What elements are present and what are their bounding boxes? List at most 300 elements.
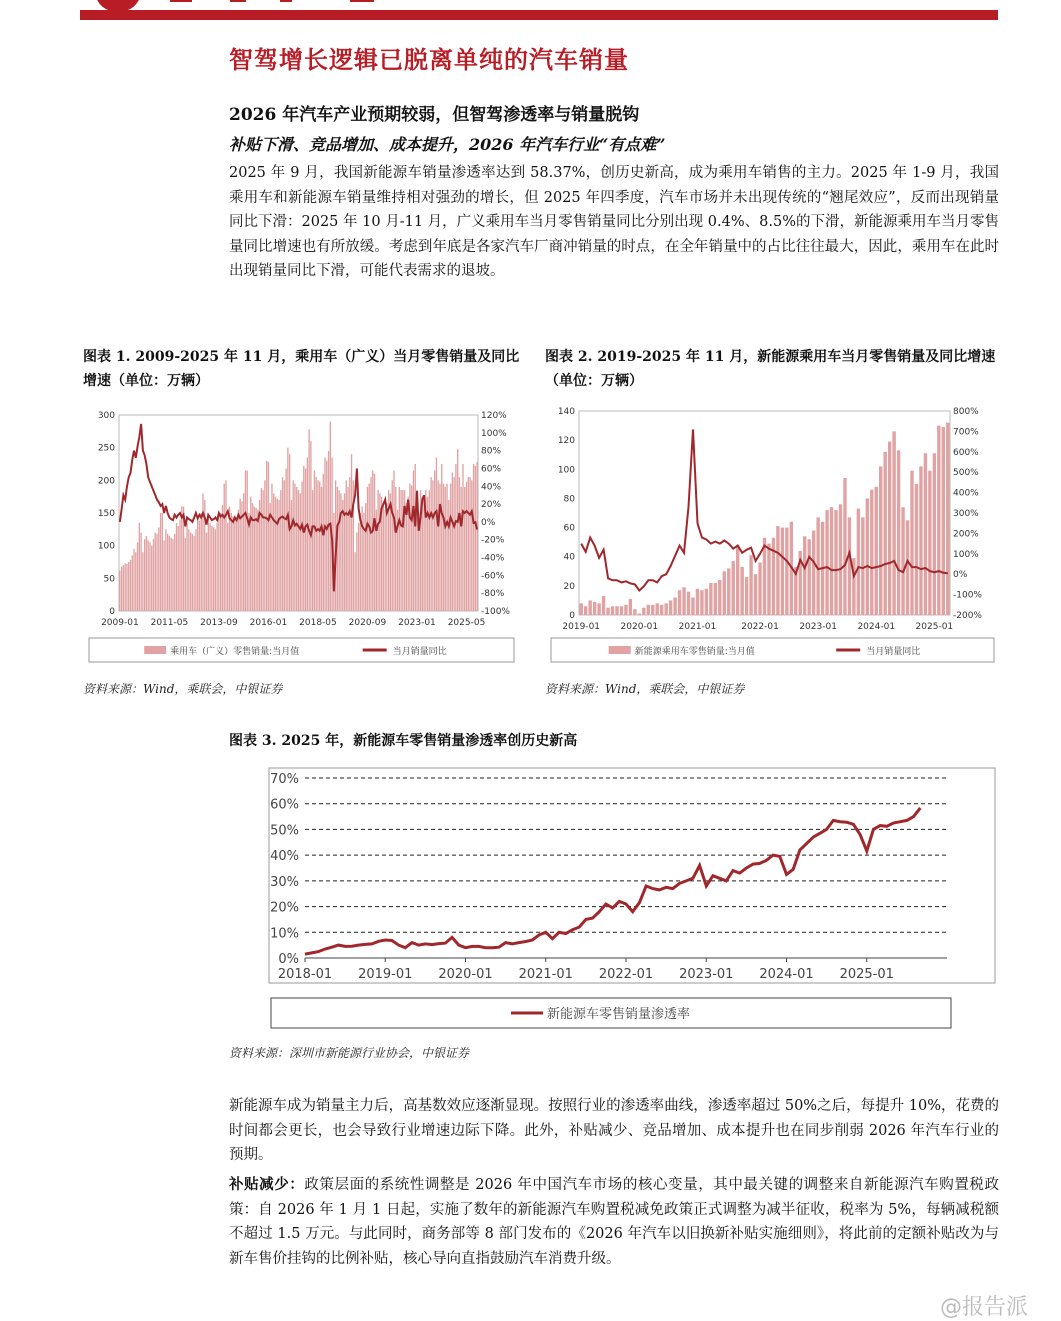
bar — [354, 552, 355, 611]
bar — [261, 488, 262, 611]
bar — [176, 523, 177, 611]
bar — [471, 480, 472, 611]
y-tick-right: 20% — [481, 500, 502, 511]
bar — [879, 466, 882, 615]
y-tick-left: 250 — [97, 443, 115, 454]
bar — [119, 570, 120, 611]
bar — [383, 503, 384, 611]
y-tick-right: 600% — [953, 447, 979, 458]
bar — [319, 482, 320, 611]
bar — [323, 474, 324, 611]
bar — [347, 487, 348, 611]
bar — [181, 506, 182, 611]
bar — [280, 490, 281, 611]
bar — [754, 574, 757, 615]
bar — [393, 471, 394, 611]
bar — [358, 523, 359, 611]
bar — [308, 429, 309, 611]
bar — [321, 487, 322, 611]
bar — [339, 490, 340, 611]
bar — [857, 509, 860, 615]
y-tick-left: 120 — [557, 436, 575, 447]
body-paragraph — [229, 1173, 999, 1271]
bar — [153, 539, 154, 611]
bar — [691, 598, 694, 615]
subsection-title: 2026 年汽车产业预期较弱，但智驾渗透率与销量脱钩 — [229, 105, 640, 125]
bar — [293, 480, 294, 611]
bar — [400, 490, 401, 611]
x-tick: 2019-01 — [358, 967, 413, 982]
bar — [192, 534, 193, 611]
bar — [901, 507, 904, 615]
bar — [148, 540, 149, 611]
bar — [270, 503, 271, 611]
bar — [455, 464, 456, 611]
figure-3-chart — [229, 758, 999, 1036]
bar — [178, 526, 179, 611]
bar — [411, 486, 412, 611]
bar — [452, 472, 453, 611]
bar — [266, 461, 267, 611]
bar — [910, 471, 913, 615]
bar — [392, 480, 393, 611]
bar — [374, 474, 375, 611]
bar — [326, 461, 327, 611]
bar — [135, 552, 136, 611]
bar — [745, 577, 748, 615]
y-tick-right: 0% — [481, 517, 496, 528]
bar — [179, 520, 180, 611]
bar — [125, 563, 126, 611]
bar — [584, 606, 587, 615]
bar — [307, 457, 308, 611]
bar — [254, 506, 255, 611]
legend-label: 当月销量同比 — [866, 647, 921, 657]
bar — [165, 529, 166, 611]
x-tick: 2019-01 — [562, 622, 601, 632]
paragraph-text: 政策层面的系统性调整是 2026 年中国汽车市场的核心变量，其中最关键的调整来自新能源汽车购置税政策：自 2026 年 1 月 1 日起，实施了数年的新能源汽车购置税减免政策正式调整为减半征收，税率为 5%，每辆减税额不超过 1.5 万元。与此同时，商务部等 8 部门发布的《2026 年汽车以旧换新补贴实施细则》，将此前的定额补贴改为与新车售价挂钩的比例补贴，核心导向直指鼓励汽车消费升级。 — [229, 1177, 1000, 1267]
bar — [740, 567, 743, 615]
legend-label: 新能源车零售销量渗透率 — [547, 1007, 691, 1022]
x-tick: 2023-01 — [799, 622, 837, 632]
bar — [767, 544, 770, 615]
bar — [216, 523, 217, 611]
y-tick-right: 300% — [953, 509, 979, 519]
bar — [199, 521, 200, 611]
bar — [413, 471, 414, 611]
bar — [942, 427, 945, 615]
bar — [406, 503, 407, 611]
bar — [464, 487, 465, 611]
x-tick: 2021-01 — [678, 622, 717, 632]
y-tick-right: 60% — [481, 464, 502, 475]
bar — [277, 499, 278, 611]
bar — [167, 534, 168, 611]
bar — [611, 606, 614, 615]
bar — [294, 484, 295, 611]
bar — [700, 590, 703, 615]
bar — [296, 487, 297, 611]
bar — [620, 606, 623, 615]
bar — [324, 457, 325, 611]
bar — [749, 555, 752, 615]
legend-swatch-bar — [144, 646, 166, 654]
bar — [429, 490, 430, 611]
bar — [236, 520, 237, 611]
bar — [928, 471, 931, 615]
body-paragraph: 新能源车成为销量主力后，高基数效应逐渐显现。按照行业的渗透率曲线，渗透率超过 50%之后，每提升 10%，花费的时间都会更长，也会导致行业增速边际下降。此外，补贴减少、竞品增加、成本提升也在同步削弱 2026 年汽车行业的预期。 — [229, 1098, 999, 1163]
bar — [285, 469, 286, 611]
x-tick: 2024-01 — [857, 622, 896, 632]
bar — [441, 464, 442, 611]
bar — [262, 490, 263, 611]
bar — [580, 603, 583, 615]
bar — [861, 517, 864, 615]
bar — [328, 451, 329, 611]
y-tick-left: 40 — [563, 552, 575, 563]
bar — [243, 493, 244, 611]
bar — [174, 534, 175, 611]
bar — [126, 564, 127, 611]
bar — [346, 480, 347, 611]
bar — [384, 510, 385, 611]
bar — [866, 498, 869, 615]
bar — [606, 608, 609, 615]
bar — [144, 539, 145, 611]
bar — [209, 523, 210, 611]
bar — [687, 592, 690, 615]
bar — [915, 484, 918, 615]
bar — [436, 457, 437, 611]
bar — [888, 442, 891, 615]
bar — [812, 530, 815, 615]
bar — [130, 560, 131, 611]
y-tick-left: 80 — [563, 494, 575, 505]
y-tick-right: -100% — [481, 607, 510, 617]
bar — [367, 487, 368, 611]
bar — [201, 513, 202, 611]
bar — [278, 500, 279, 611]
x-tick: 2022-01 — [741, 622, 779, 632]
bar — [439, 484, 440, 611]
bar — [409, 484, 410, 611]
bar — [146, 536, 147, 611]
bar — [459, 477, 460, 611]
bar — [466, 482, 467, 611]
bar — [776, 526, 779, 615]
bar — [213, 527, 214, 611]
bar — [140, 533, 141, 611]
bar — [133, 549, 134, 611]
bar — [469, 477, 470, 611]
bar — [344, 493, 345, 611]
bar — [457, 449, 458, 611]
bar — [151, 546, 152, 611]
bar — [825, 510, 828, 615]
bar — [360, 513, 361, 611]
x-tick: 2024-01 — [759, 967, 814, 982]
bar — [222, 505, 223, 611]
bar — [250, 497, 251, 611]
bar — [155, 533, 156, 611]
bar — [137, 542, 138, 611]
bar — [139, 523, 140, 611]
bar — [158, 527, 159, 611]
legend-label: 当月销量同比 — [392, 647, 447, 657]
bar — [340, 493, 341, 611]
bar — [624, 605, 627, 615]
x-tick: 2011-05 — [150, 618, 189, 628]
y-tick-right: 100% — [481, 428, 507, 439]
bar — [461, 487, 462, 611]
bar — [284, 480, 285, 611]
x-tick: 2025-05 — [447, 618, 486, 628]
figure-2-title: 图表 2. 2019-2025 年 11 月，新能源乘用车当月零售销量及同比增速（单位：万辆） — [545, 349, 996, 389]
x-tick: 2018-01 — [277, 967, 333, 982]
paragraph-lead: 补贴减少： — [229, 1176, 305, 1193]
section-title: 智驾增长逻辑已脱离单纯的汽车销量 — [229, 45, 629, 74]
bar — [830, 507, 833, 615]
bar — [432, 480, 433, 611]
bar — [642, 608, 645, 615]
bar — [289, 454, 290, 611]
bar — [255, 508, 256, 611]
y-tick: 70% — [270, 772, 299, 787]
bar — [123, 565, 124, 611]
bar — [160, 513, 161, 611]
y-tick-left: 60 — [563, 523, 575, 534]
bar — [132, 555, 133, 611]
bar — [937, 426, 940, 615]
watermark: @报告派 — [940, 1295, 1029, 1320]
subsection-subtitle: 补贴下滑、竞品增加、成本提升，2026 年汽车行业“有点难” — [229, 135, 666, 154]
bar — [629, 599, 632, 615]
y-tick-right: 40% — [481, 482, 502, 493]
bar — [128, 562, 129, 611]
y-tick-right: -100% — [953, 590, 982, 601]
bar — [834, 510, 837, 615]
bar — [875, 487, 878, 615]
bar — [310, 441, 311, 611]
x-tick: 2016-01 — [249, 618, 288, 628]
bar — [736, 545, 739, 615]
y-tick-right: 800% — [953, 407, 979, 417]
y-tick: 60% — [270, 797, 299, 813]
bar — [190, 533, 191, 611]
x-tick: 2009-01 — [101, 618, 139, 628]
bar — [229, 506, 230, 611]
bar — [172, 539, 173, 611]
x-tick: 2022-01 — [598, 967, 654, 982]
bar — [275, 497, 276, 611]
y-tick-right: 400% — [953, 488, 979, 499]
bar — [588, 600, 591, 615]
y-tick-left: 200 — [97, 476, 115, 487]
bar — [211, 526, 212, 611]
bar — [476, 462, 477, 611]
bar — [870, 490, 873, 615]
y-tick-left: 0 — [569, 611, 575, 621]
x-tick: 2020-09 — [348, 618, 387, 628]
bar — [399, 487, 400, 611]
body-paragraph: 2025 年 9 月，我国新能源车销量渗透率达到 58.37%，创历史新高，成为乘用车销售的主力。2025 年 1-9 月，我国乘用车和新能源车销量维持相对强劲的增长，但 2025 年四季度，汽车市场并未出现传统的“翘尾效应”，反而出现销量同比下滑：2025 年 10 月-11 月，广义乘用车当月零售销量同比分别出现 0.4%、8.5%的下滑，新能源乘用车当月零售量同比增速也有所放缓。考虑到年底是各家汽车厂商冲销量的时点，在全年销量中的占比往往最大，因此，乘用车在此时出现销量同比下滑，可能代表需求的退坡。 — [229, 165, 999, 279]
x-tick: 2025-01 — [839, 967, 894, 982]
bar — [287, 448, 288, 611]
bar — [883, 452, 886, 615]
bar — [678, 590, 681, 615]
bar — [660, 605, 663, 615]
figure-1-title: 图表 1. 2009-2025 年 11 月，乘用车（广义）当月零售销量及同比增速（单位：万辆） — [83, 349, 520, 389]
bar — [351, 454, 352, 611]
bar — [906, 520, 909, 615]
bar — [257, 510, 258, 611]
bar — [156, 534, 157, 611]
bar — [727, 568, 730, 615]
bar — [273, 493, 274, 611]
y-tick-left: 20 — [563, 581, 575, 592]
bar — [843, 478, 846, 615]
y-tick-right: -20% — [481, 535, 505, 546]
y-tick: 40% — [270, 849, 299, 865]
bar — [349, 477, 350, 611]
y-tick-right: 700% — [953, 427, 979, 438]
bar — [186, 523, 187, 611]
bar — [475, 466, 476, 611]
bar — [443, 484, 444, 611]
bar — [314, 471, 315, 611]
bar — [723, 571, 726, 615]
bar — [245, 471, 246, 611]
bar — [215, 529, 216, 611]
bar — [121, 567, 122, 611]
bar — [163, 540, 164, 611]
bar — [370, 477, 371, 611]
y-tick-right: -60% — [481, 571, 505, 582]
bar — [169, 536, 170, 611]
bar — [732, 561, 735, 615]
bar — [705, 589, 708, 615]
bar — [445, 487, 446, 611]
figure-1-source: 资料来源：Wind，乘联会，中银证券 — [83, 682, 283, 696]
bar — [149, 542, 150, 611]
x-tick: 2020-01 — [438, 967, 493, 982]
bar — [669, 600, 672, 615]
bar — [188, 529, 189, 611]
bar — [208, 516, 209, 611]
y-tick-right: 500% — [953, 468, 979, 479]
y-tick-right: -40% — [481, 553, 505, 564]
legend-label: 乘用车（广义）零售销量:当月值 — [170, 647, 300, 657]
y-tick-left: 300 — [97, 411, 115, 421]
bar — [271, 484, 272, 611]
plot-frame — [269, 768, 995, 983]
bar — [446, 484, 447, 611]
bar — [372, 471, 373, 611]
bar — [758, 563, 761, 615]
y-tick-right: 80% — [481, 446, 502, 457]
bar — [468, 477, 469, 611]
bar — [231, 513, 232, 611]
bar — [848, 517, 851, 615]
bar — [238, 510, 239, 611]
bar — [365, 503, 366, 611]
bar — [656, 603, 659, 615]
bar — [450, 484, 451, 611]
y-tick-left: 0 — [109, 607, 115, 617]
bar — [305, 469, 306, 611]
y-tick-right: 0% — [953, 570, 968, 581]
bar — [170, 538, 171, 611]
bar — [298, 490, 299, 611]
bar — [316, 477, 317, 611]
x-tick: 2013-09 — [200, 618, 238, 628]
y-tick-left: 100 — [557, 465, 575, 476]
bar — [633, 609, 636, 615]
bar — [897, 450, 900, 615]
y-tick-left: 100 — [97, 541, 115, 552]
bar — [647, 605, 650, 615]
legend-label: 新能源乘用车零售销量:当月值 — [634, 647, 755, 657]
bar — [162, 513, 163, 611]
bar — [709, 583, 712, 615]
brand-wordmark — [150, 0, 390, 10]
figure-2-chart — [545, 400, 1000, 668]
y-tick-left: 140 — [557, 407, 575, 417]
x-tick: 2023-01 — [398, 618, 436, 628]
bar — [651, 605, 654, 615]
bar — [193, 536, 194, 611]
legend-swatch-bar — [609, 646, 631, 654]
y-tick-left: 50 — [103, 574, 115, 585]
bar — [268, 462, 269, 611]
y-tick: 50% — [270, 823, 299, 839]
x-tick: 2021-01 — [518, 967, 573, 982]
bar — [803, 536, 806, 615]
bar — [597, 603, 600, 615]
bar — [718, 580, 721, 615]
bar — [264, 480, 265, 611]
y-tick: 0% — [278, 952, 299, 967]
y-tick-right: 120% — [481, 411, 507, 421]
x-tick: 2023-01 — [679, 967, 734, 982]
bar — [919, 466, 922, 615]
bar — [185, 538, 186, 611]
y-tick: 10% — [270, 926, 299, 942]
header-bar — [80, 10, 998, 20]
figure-3-title: 图表 3. 2025 年，新能源车零售销量渗透率创历史新高 — [229, 733, 578, 749]
bar — [714, 583, 717, 615]
bar — [377, 490, 378, 611]
bar — [206, 533, 207, 611]
figure-2-source: 资料来源：Wind，乘联会，中银证券 — [545, 682, 745, 696]
bar — [638, 614, 641, 615]
bar — [142, 552, 143, 611]
bar — [673, 598, 676, 615]
bar — [312, 490, 313, 611]
bar — [303, 466, 304, 611]
bar — [415, 464, 416, 611]
bar — [218, 513, 219, 611]
bar — [330, 422, 331, 611]
bar — [785, 528, 788, 615]
y-tick-right: 100% — [953, 549, 979, 560]
bar — [224, 484, 225, 611]
bar — [781, 528, 784, 615]
x-tick: 2018-05 — [299, 618, 337, 628]
bar — [342, 500, 343, 611]
bar — [434, 471, 435, 611]
bar — [462, 464, 463, 611]
